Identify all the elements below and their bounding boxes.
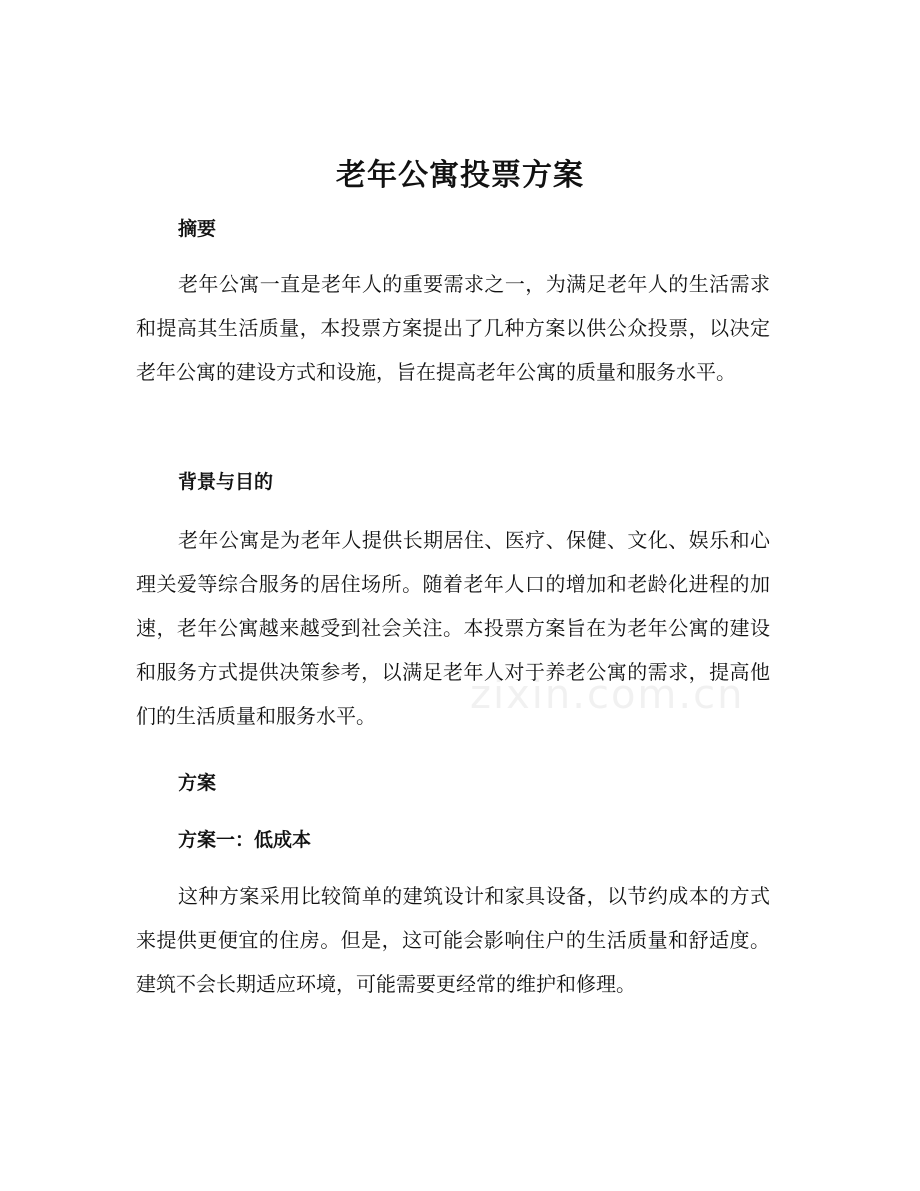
abstract-paragraph: 老年公寓一直是老年人的重要需求之一，为满足老年人的生活需求和提高其生活质量，本投票方案提出了几种方案以供公众投票，以决定老年公寓的建设方式和设施，旨在提高老年公寓的质量和服务水平。 [136,272,770,384]
plan-one-paragraph: 这种方案采用比较简单的建筑设计和家具设备，以节约成本的方式来提供更便宜的住房。但是，这可能会影响住户的生活质量和舒适度。建筑不会长期适应环境，可能需要更经常的维护和修理。 [136,884,770,996]
section-heading-background: 背景与目的 [178,471,274,493]
watermark: zixin.com.cn [470,672,745,718]
section-heading-plans: 方案 [178,772,217,794]
section-heading-plan-one: 方案一：低成本 [178,829,312,851]
document-title: 老年公寓投票方案 [336,158,584,193]
section-heading-abstract: 摘要 [178,218,217,240]
background-paragraph: 老年公寓是为老年人提供长期居住、医疗、保健、文化、娱乐和心理关爱等综合服务的居住场所。随着老年人口的增加和老龄化进程的加速，老年公寓越来越受到社会关注。本投票方案旨在为老年公寓的建设和服务方式提供决策参考，以满足老年人对于养老公寓的需求，提高他们的生活质量和服务水平。 [136,528,770,728]
